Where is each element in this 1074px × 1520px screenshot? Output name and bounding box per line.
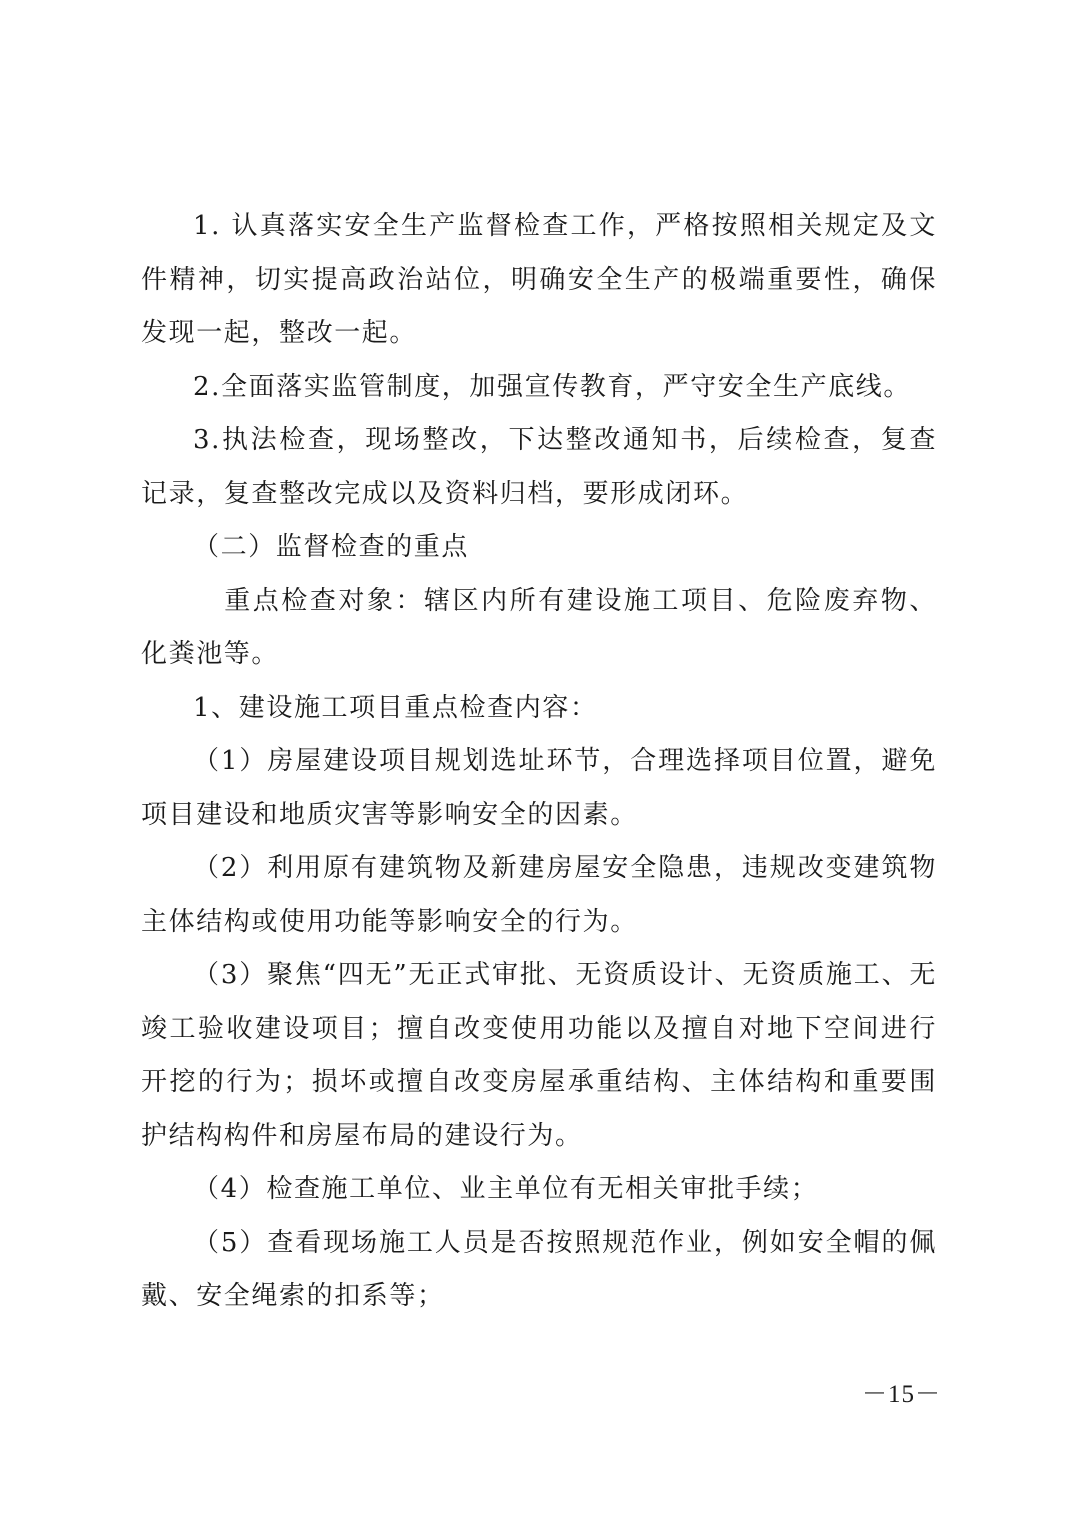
paragraph-subheading: 1、建设施工项目重点检查内容： — [193, 692, 598, 723]
paragraph-3: 3.执法检查，现场整改，下达整改通知书，后续检查，复查记录，复查整改完成以及资料归档，要形成闭环。 — [141, 425, 937, 509]
body-text — [141, 200, 937, 1324]
section-heading: （二）监督检查的重点 — [193, 532, 470, 562]
list-item-4: （4）检查施工单位、业主单位有无相关审批手续； — [193, 1174, 819, 1204]
list-item-3: （3）聚焦“四无”无正式审批、无资质设计、无资质施工、无竣工验收建设项目；擅自改变使用功能以及擅自对地下空间进行开挖的行为；损坏或擅自改变房屋承重结构、主体结构和重要围护结构构件和房屋布局的建设行为。 — [141, 960, 937, 1151]
list-item-1: （1）房屋建设项目规划选址环节，合理选择项目位置，避免项目建设和地质灾害等影响安全的因素。 — [141, 746, 937, 830]
paragraph-1: 1. 认真落实安全生产监督检查工作，严格按照相关规定及文件精神，切实提高政治站位，明确安全生产的极端重要性，确保发现一起，整改一起。 — [141, 211, 937, 348]
list-item-2: （2）利用原有建筑物及新建房屋安全隐患，违规改变建筑物主体结构或使用功能等影响安全的行为。 — [141, 853, 937, 937]
paragraph-focus-objects: 重点检查对象：辖区内所有建设施工项目、危险废弃物、化粪池等。 — [141, 585, 937, 669]
list-item-5: （5）查看现场施工人员是否按照规范作业，例如安全帽的佩戴、安全绳索的扣系等； — [141, 1227, 937, 1311]
paragraph-2: 2.全面落实监管制度，加强宣传教育，严守安全生产底线。 — [193, 371, 912, 402]
page-number: －15－ — [862, 1381, 942, 1408]
